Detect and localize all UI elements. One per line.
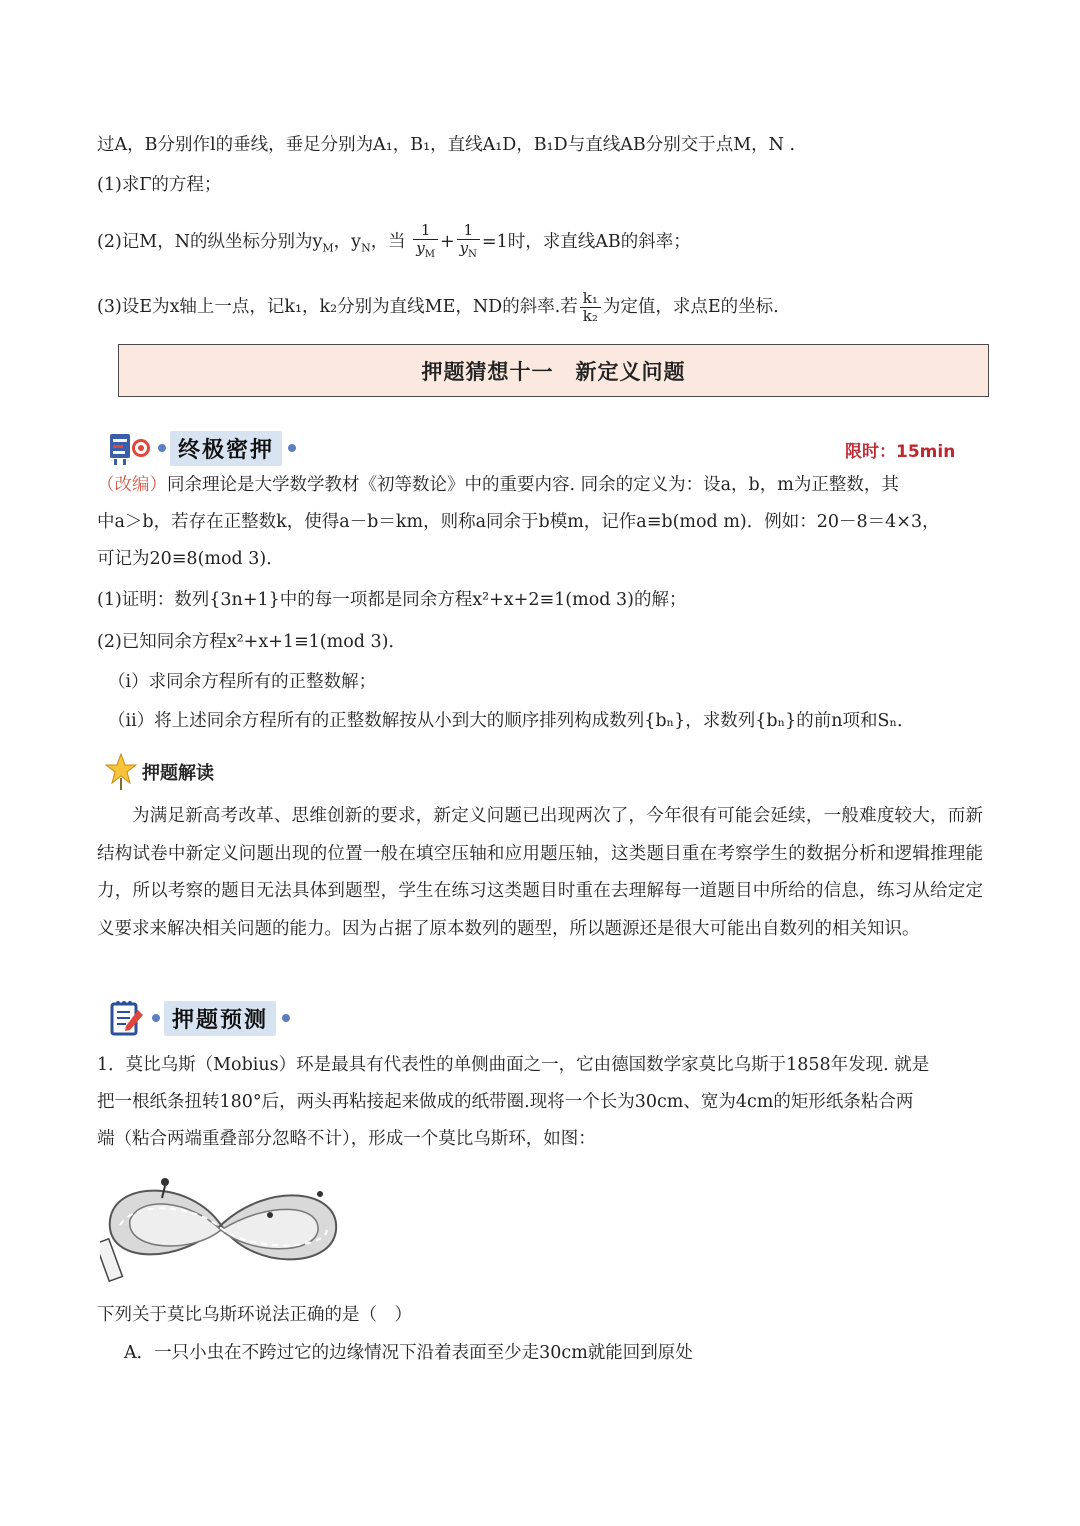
problem-question-2ii: （ii）将上述同余方程所有的正整数解按从小到大的顺序排列构成数列{bₙ}，求数列{bₙ}的前n项和Sₙ． [108, 711, 915, 731]
bullet-dot [158, 444, 166, 452]
prev-question-2: (2)记M，N的纵坐标分别为$y_M$，$y_N$，当 $\frac{1}{y_M}$ + $\frac{1}{y_N}$ =1时，求直线AB的斜率； [97, 222, 691, 264]
interpretation-label: 押题解读 [142, 763, 214, 784]
star-icon [104, 752, 138, 792]
fraction-k1-over-k2: $\frac{\text{k₁}}{\text{k₂}}$ [580, 290, 601, 325]
section-label: 押题预测 [164, 1001, 276, 1036]
bullet-dot [152, 1014, 160, 1022]
problem-line-1: （改编）同余理论是大学数学教材《初等数论》中的重要内容. 同余的定义为：设a，b，m为正整数，其 [97, 475, 899, 495]
section-banner [118, 344, 989, 397]
prediction-question: 下列关于莫比乌斯环说法正确的是（ ） [97, 1305, 412, 1325]
interpretation-paragraph: 为满足新高考改革、思维创新的要求，新定义问题已出现两次了，今年很有可能会延续，一般难度较大，而新结构试卷中新定义问题出现的位置一般在填空压轴和应用题压轴，这类题目重在考察学生的数据分析和逻辑推理能力，所以考察的题目无法具体到题型，学生在练习这类题目时重在去理解每一道题目中所给的信息，练习从给定定义要求来解决相关问题的能力。因为占据了原本数列的题型，所以题源还是很大可能出自数列的相关知识。 [97, 806, 983, 939]
section-heading-final [108, 430, 296, 466]
fraction-1-over-yn: $\frac{1}{y_N}$ [457, 222, 480, 263]
option-a: A．一只小虫在不跨过它的边缘情况下沿着表面至少走30cm就能回到原处 [124, 1343, 693, 1363]
time-limit: 限时：15min [845, 442, 956, 462]
fraction-1-over-ym: $\frac{1}{y_M}$ [413, 222, 438, 263]
mobius-strip-figure [100, 1170, 342, 1290]
prev-question-3: (3)设E为x轴上一点，记k₁，k₂分别为直线ME，ND的斜率.若 $\frac{\text{k₁}}{\text{k₂}}$ 为定值，求点E的坐标. [97, 289, 779, 325]
adapted-tag: （改编） [97, 475, 167, 495]
interpretation-heading [104, 752, 214, 792]
prediction-line-1: 1．莫比乌斯（Mobius）环是最具有代表性的单侧曲面之一，它由德国数学家莫比乌斯于1858年发现. 就是 [97, 1055, 930, 1075]
problem-question-2i: （i）求同余方程所有的正整数解； [108, 672, 377, 692]
bullet-dot [288, 444, 296, 452]
problem-question-1: (1)证明：数列{3n+1}中的每一项都是同余方程x²+x+2≡1(mod 3)的解； [97, 590, 687, 610]
section-heading-prediction [108, 998, 290, 1038]
notebook-pencil-icon [108, 998, 148, 1038]
section-label: 终极密押 [170, 431, 282, 466]
prev-line-1: 过A，B分别作l的垂线，垂足分别为A₁，B₁，直线A₁D，B₁D与直线AB分别交于点M，N . [97, 135, 796, 155]
banner-title: 押题猜想十一 新定义问题 [421, 359, 686, 384]
problem-question-2: (2)已知同余方程x²+x+1≡1(mod 3)． [97, 632, 406, 652]
prev-question-1: (1)求Γ的方程； [97, 175, 222, 195]
target-board-icon [108, 430, 154, 466]
prediction-line-3: 端（粘合两端重叠部分忽略不计），形成一个莫比乌斯环，如图： [97, 1129, 596, 1149]
bullet-dot [282, 1014, 290, 1022]
problem-line-2: 中a＞b，若存在正整数k，使得a－b＝km，则称a同余于b模m，记作a≡b(mod m)．例如：20－8＝4×3， [97, 512, 940, 532]
prediction-line-2: 把一根纸条扭转180°后，两头再粘接起来做成的纸带圈.现将一个长为30cm、宽为4cm的矩形纸条粘合两 [97, 1092, 914, 1112]
problem-line-3: 可记为20≡8(mod 3)． [97, 549, 284, 569]
